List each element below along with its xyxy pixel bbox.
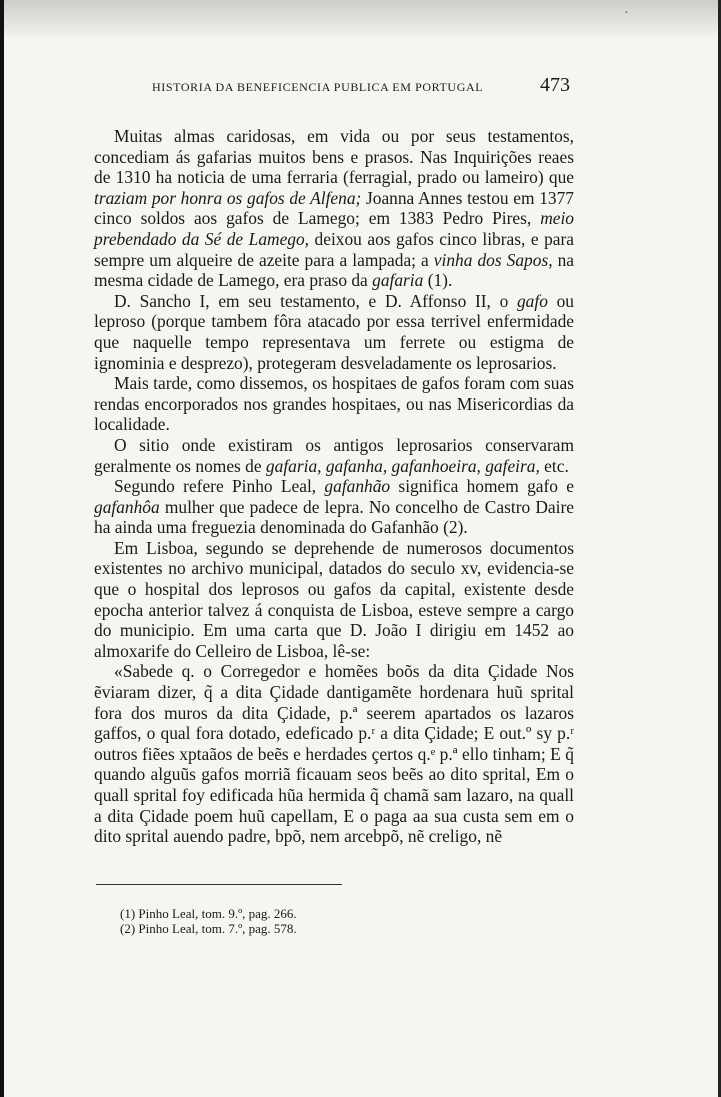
body-text xyxy=(94,126,574,847)
text-run: «Sabede q. o Corregedor e homẽes boõs da dita Çidade Nos ẽviaram dizer, q̃ a dita Çidade dantigamẽte hordenara huũ sprital fora dos muros da dita Çidade, p.ª seerem apartados os lazaros gaffos, o qual fora dotado, edeficado p.ʳ a dita Çidade; E out.º sy p.ʳ outros fiẽes xptaãos de beẽs e herdades çertos q.ᵉ p.ª ello tinham; E q̃ quando alguũs gafos morriã ficauam seos beẽs ao dito sprital, Em o quall sprital foy edificada hũa hermida q̃ chamã sam lazaro, na quall a dita Çidade poem huũ capellam, E o paga aa sua custa sem em o dito sprital auendo padre, bpõ, nem arcebpõ, nẽ creligo, nẽ xyxy=(94,661,574,847)
text-run: Joanna Annes testou em 1377 cinco soldos aos gafos de Lamego; em 1383 Pedro Pires, xyxy=(94,187,574,229)
running-title: HISTORIA DA BENEFICENCIA PUBLICA EM PORTUGAL xyxy=(152,80,484,94)
text-run: etc. xyxy=(539,455,569,476)
italic-term: gafo xyxy=(516,290,548,311)
text-run: O sitio onde existiram os antigos leprosarios conservaram geralmente os nomes de xyxy=(94,434,574,476)
italic-term: meio prebendado da Sé de Lamego, xyxy=(94,208,574,249)
text-run: ou leproso (porque tambem fôra atacado por essa terrivel enfermidade que naquelle tempo representava um ferrete ou estigma de ignominia e desprezo), protegeram desveladamente os leprosarios. xyxy=(94,290,574,373)
footnote-1: (1) Pinho Leal, tom. 9.º, pag. 266. xyxy=(120,906,297,921)
paragraph xyxy=(94,476,574,538)
paragraph xyxy=(94,291,574,373)
paragraph xyxy=(94,126,574,291)
scan-shadow xyxy=(4,0,718,40)
italic-term: traziam por honra os gafos de Alfena; xyxy=(94,187,362,208)
italic-term: gafanhôa xyxy=(94,496,160,517)
italic-term: gafanhão xyxy=(324,476,391,497)
text-run: Mais tarde, como dissemos, os hospitaes de gafos foram com suas rendas encorporados nos grandes hospitaes, ou nas Misericordias da localidade. xyxy=(94,373,574,435)
footnote-separator xyxy=(96,884,342,885)
paragraph xyxy=(94,435,574,476)
text-run: significa homem gafo e xyxy=(390,476,574,497)
page-number: 473 xyxy=(540,74,570,96)
italic-term: gafaria, gafanha, gafanhoeira, gafeira, xyxy=(265,455,540,476)
text-run: na mesma cidade de Lamego, era praso da xyxy=(94,249,575,291)
footnote-2: (2) Pinho Leal, tom. 7.º, pag. 578. xyxy=(120,921,297,936)
text-run: (1). xyxy=(423,270,453,291)
text-run: Em Lisboa, segundo se deprehende de numerosos documentos existentes no archivo municipal, datados do seculo xv, evidencia-se que o hospital dos leprosos ou gafos da capital, existente desde epocha anterior talvez á conquista de Lisboa, esteve sempre a cargo do municipio. Em uma carta que D. João I dirigiu em 1452 ao almoxarife do Celleiro de Lisboa, lê-se: xyxy=(94,537,574,661)
text-run: Muitas almas caridosas, em vida ou por seus testamentos, concediam ás gafarias muitos bens e prasos. Nas Inquirições reaes de 1310 ha noticia de uma ferraria (ferragial, prado ou lameiro) que xyxy=(94,126,574,188)
paragraph xyxy=(94,538,574,662)
text-run: Segundo refere Pinho Leal, xyxy=(114,476,325,497)
italic-term: vinha dos Sapos, xyxy=(433,249,553,270)
paragraph xyxy=(94,373,574,435)
text-run: deixou aos gafos cinco libras, e para sempre um alqueire de azeite para a lampada; a xyxy=(94,228,574,270)
italic-term: gafaria xyxy=(372,270,424,291)
paragraph xyxy=(94,661,574,846)
scan-speck: · xyxy=(624,6,629,21)
footnotes xyxy=(120,906,520,936)
page-header xyxy=(152,74,572,96)
text-run: mulher que padece de lepra. No concelho de Castro Daire ha ainda uma freguezia denominada do Gafanhão (2). xyxy=(94,496,574,538)
text-run: D. Sancho I, em seu testamento, e D. Affonso II, o xyxy=(114,290,517,311)
